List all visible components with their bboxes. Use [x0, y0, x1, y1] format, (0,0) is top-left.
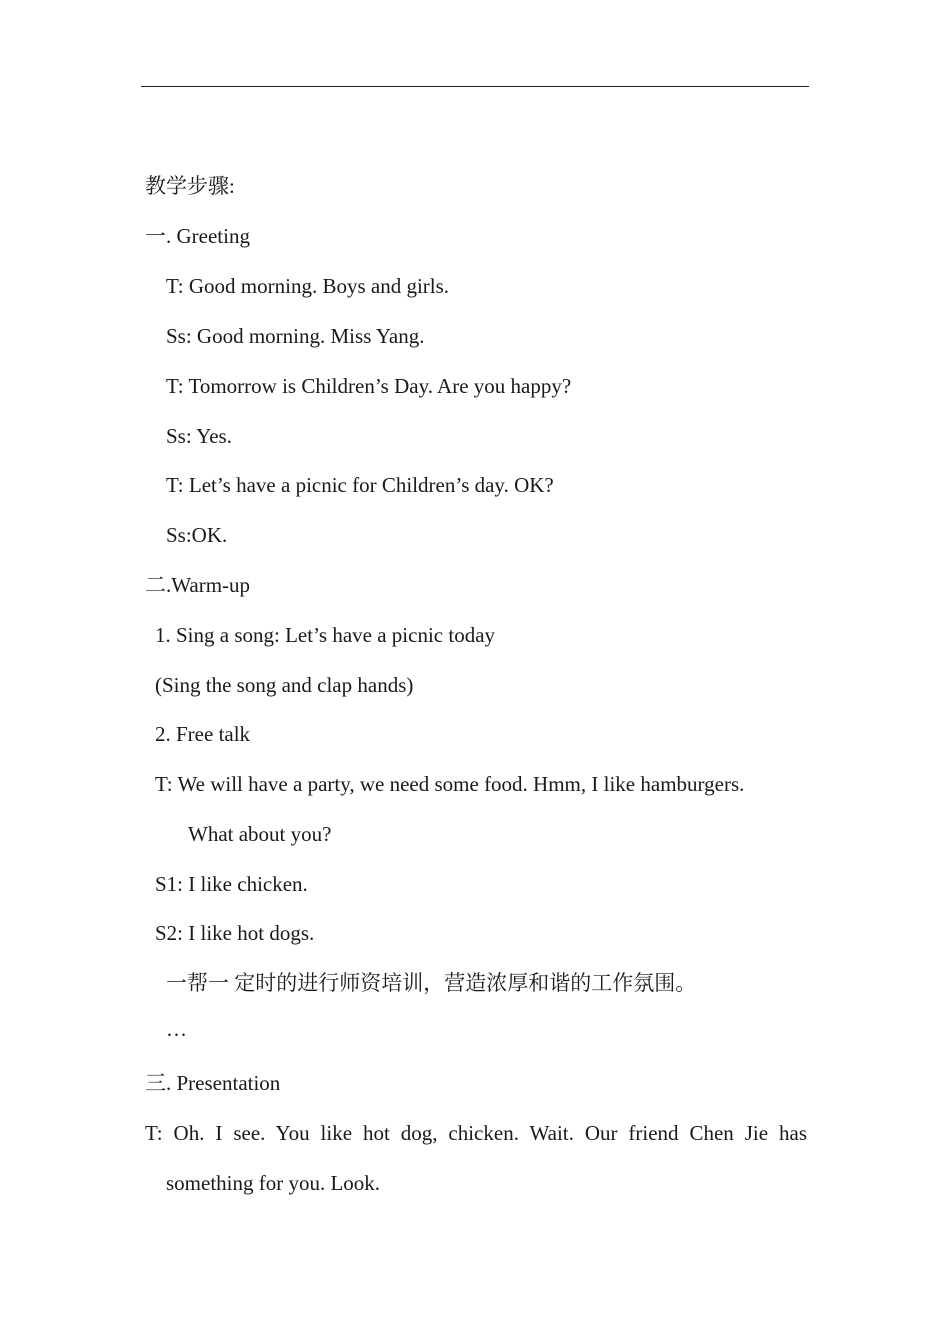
section-greeting-title: 一. Greeting — [145, 224, 250, 248]
dialogue-line: T: Let’s have a picnic for Children’s day. OK? — [166, 473, 554, 497]
dialogue-line: T: Tomorrow is Children’s Day. Are you happy? — [166, 374, 572, 398]
dialogue-line: T: Good morning. Boys and girls. — [166, 274, 450, 298]
dialogue-line: something for you. Look. — [166, 1171, 381, 1195]
chinese-note: 一帮一 定时的进行师资培训，营造浓厚和谐的工作氛围。 — [166, 971, 697, 995]
warmup-item-free-talk: 2. Free talk — [155, 722, 251, 746]
section-warmup-title: 二.Warm-up — [145, 573, 251, 597]
dialogue-line: T: Oh. I see. You like hot dog, chicken. Wait. Our friend Chen Jie has — [145, 1121, 807, 1145]
dialogue-line: Ss: Yes. — [166, 424, 232, 448]
teaching-steps-heading: 教学步骤: — [145, 174, 235, 198]
dialogue-line: Ss:OK. — [166, 523, 228, 547]
warmup-item-sing-song: 1. Sing a song: Let’s have a picnic today — [155, 623, 496, 647]
dialogue-line: S1: I like chicken. — [155, 872, 308, 896]
ellipsis: … — [166, 1017, 187, 1041]
warmup-item-note: (Sing the song and clap hands) — [155, 673, 414, 697]
dialogue-line: S2: I like hot dogs. — [155, 921, 315, 945]
dialogue-line: What about you? — [188, 822, 332, 846]
dialogue-line: T: We will have a party, we need some food. Hmm, I like hamburgers. — [155, 772, 745, 796]
section-presentation-title: 三. Presentation — [145, 1071, 281, 1095]
dialogue-line: Ss: Good morning. Miss Yang. — [166, 324, 425, 348]
header-rule — [141, 86, 809, 87]
